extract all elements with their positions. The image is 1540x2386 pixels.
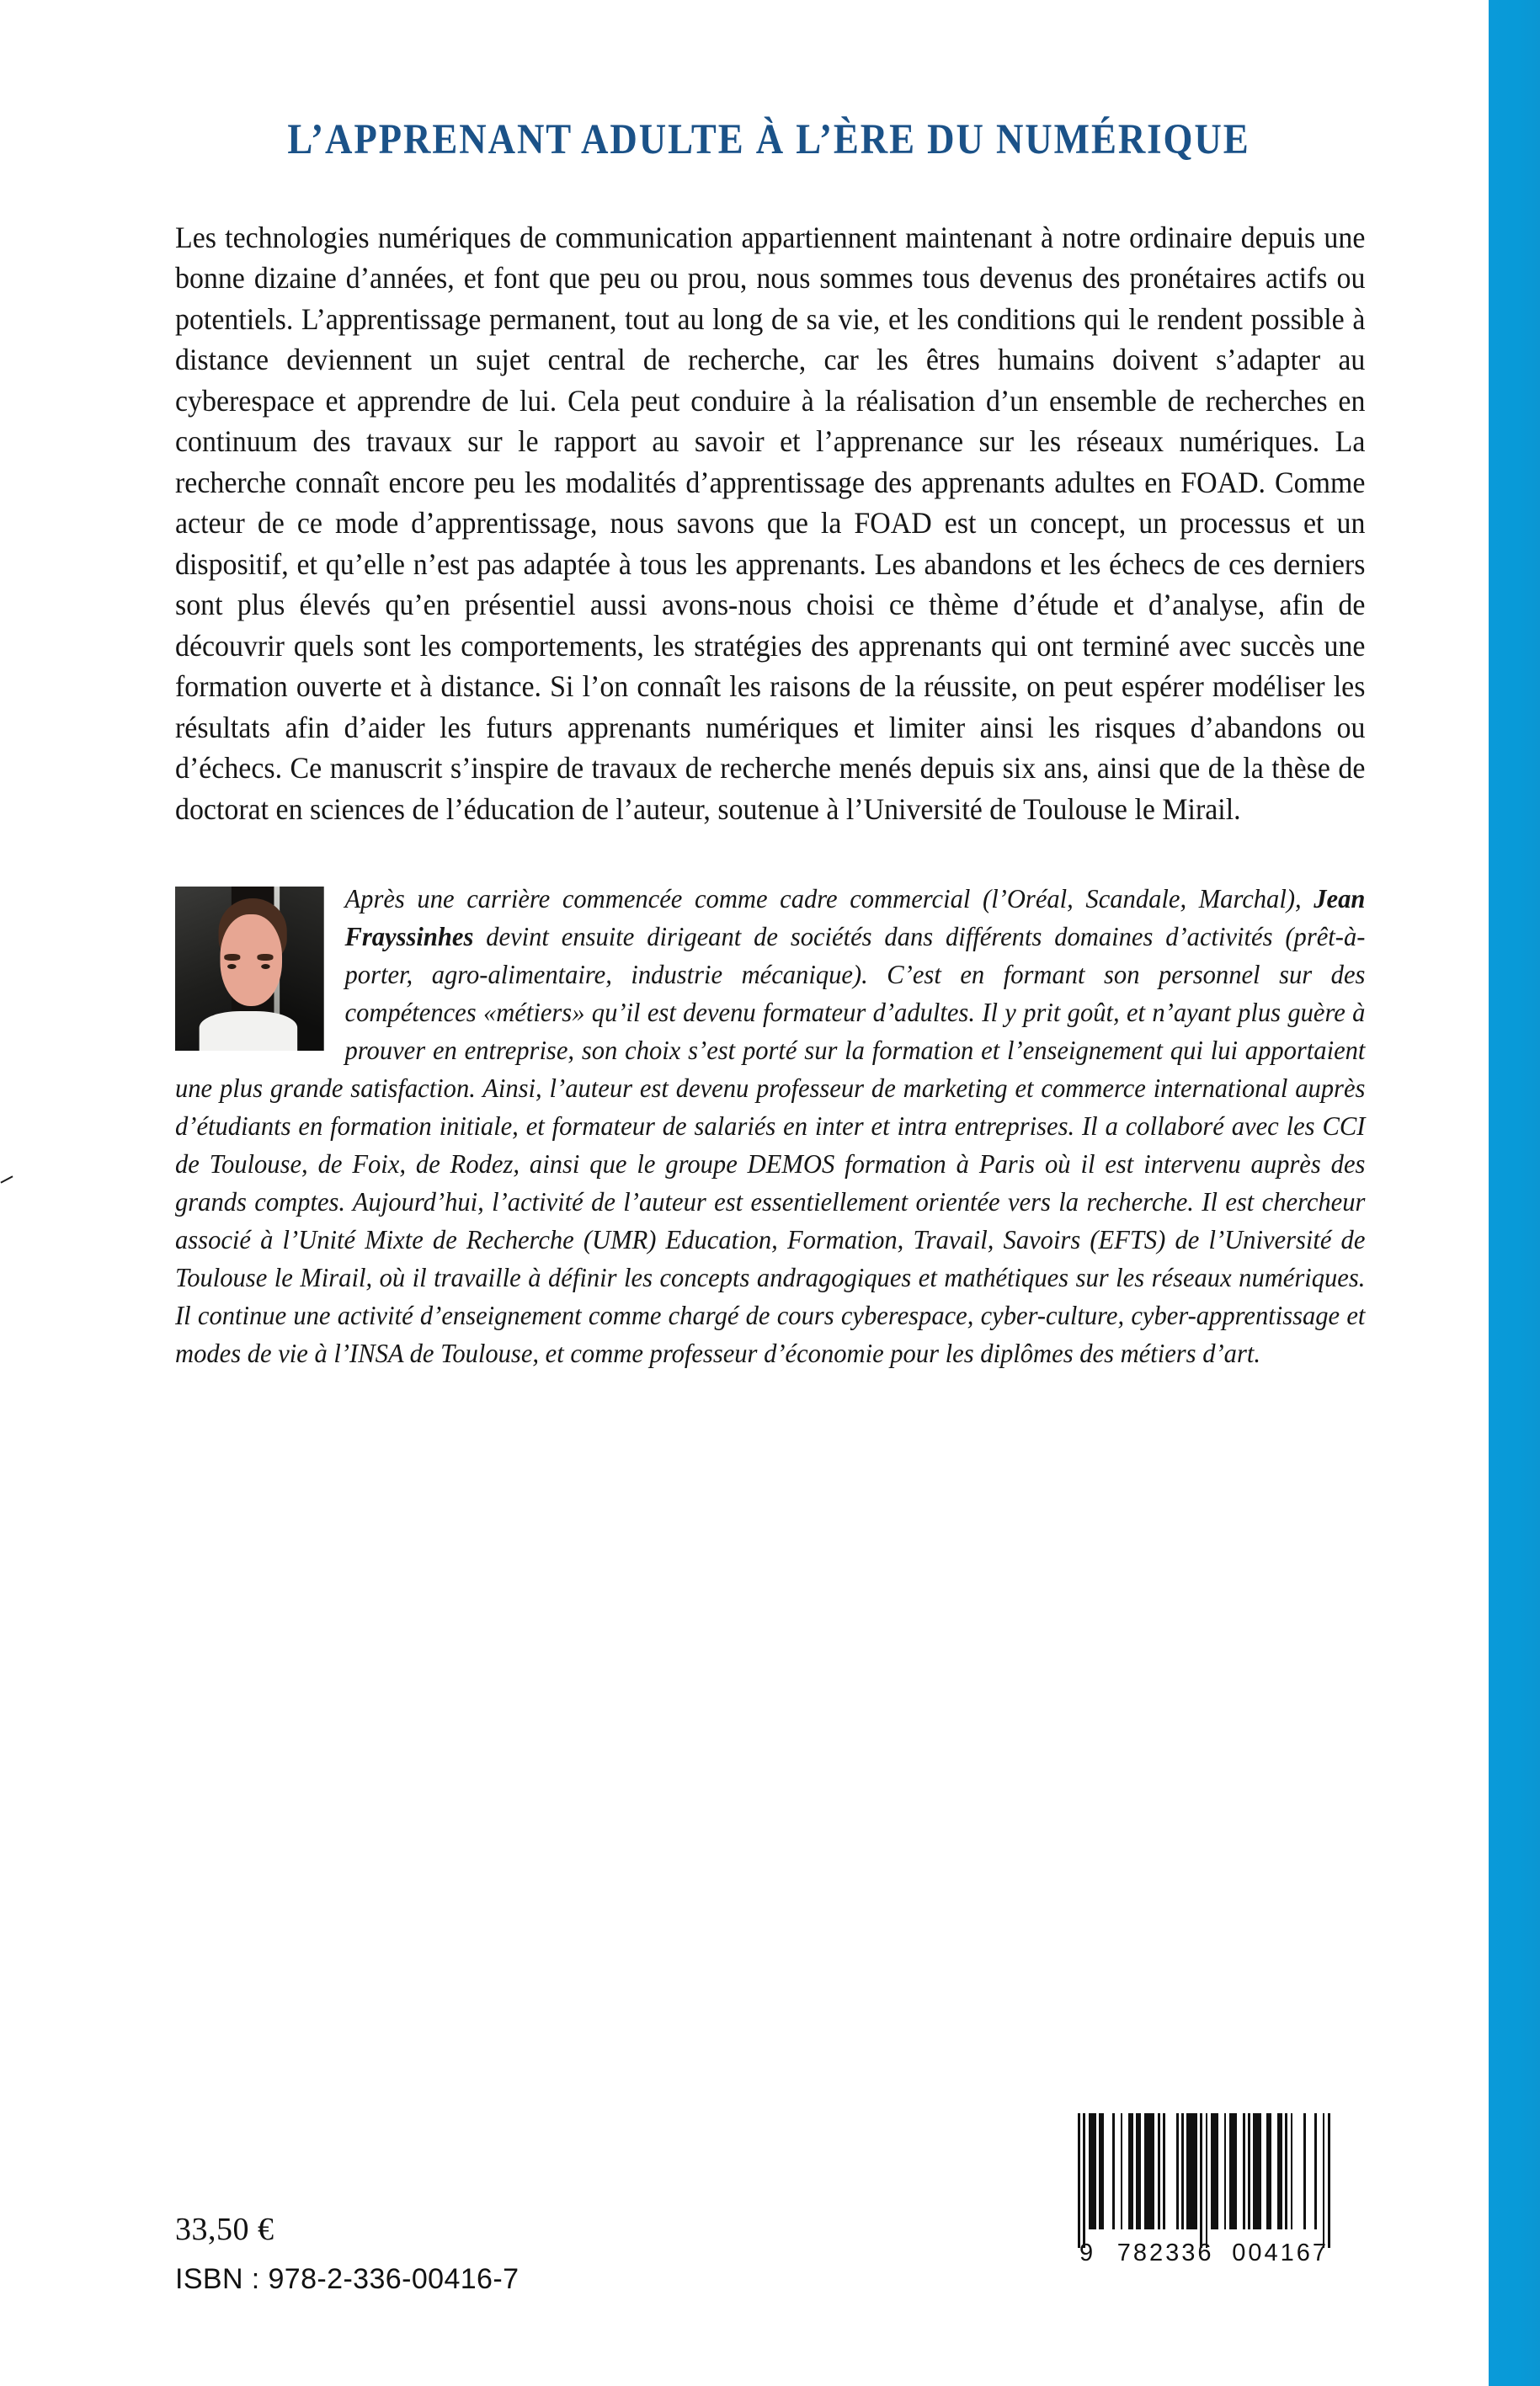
author-name: Jean Frayssinhes xyxy=(344,883,1366,952)
portrait-eyebrow-right xyxy=(257,954,273,961)
portrait-shirt xyxy=(199,1011,297,1051)
bio-text-part-2: devint ensuite dirigeant de sociétés dans différents domaines d’activités (prêt-à-porter, agro-alimentaire, industrie mécanique). C’est en formant son personnel sur des compétences «métiers» qu’il est devenu formateur d’adultes. Il y prit goût, et n’ayant plus guère à prouver en entreprise, son choix s’est porté sur la formation et l’enseignement qui lui apportaient une plus grande satisfaction. Ainsi, l’auteur est devenu professeur de marketing et commerce international auprès d’étudiants en formation initiale, et formateur de salariés en inter et intra entreprises. Il a collaboré avec les CCI de Toulouse, de Foix, de Rodez, ainsi que le groupe DEMOS formation à Paris où il est intervenu auprès des grands comptes. Aujourd’hui, l’activité de l’auteur est essentiellement orientée vers la recherche. Il est chercheur associé à l’Unité Mixte de Recherche (UMR) Education, Formation, Travail, Savoirs (EFTS) de l’Université de Toulouse le Mirail, où il travaille à définir les concepts andragogiques et mathétiques sur les réseaux numériques. Il continue une activité d’enseignement comme chargé de cours cyberespace, cyber-culture, cyber-apprentissage et modes de vie à l’INSA de Toulouse, et comme professeur d’économie pour les diplômes des métiers d’art. xyxy=(175,921,1366,1369)
barcode-left-group: 782336 xyxy=(1116,2240,1214,2266)
barcode-bars xyxy=(1078,2113,1330,2248)
price-label: 33,50 € xyxy=(175,2212,274,2247)
bio-text-part-1: Après une carrière commencée comme cadre commercial (l’Oréal, Scandale, Marchal), xyxy=(344,883,1314,914)
barcode-right-group: 004167 xyxy=(1232,2240,1329,2266)
portrait-eyebrow-left xyxy=(224,954,240,961)
ean-barcode xyxy=(1078,2113,1330,2287)
cover-inner-column xyxy=(175,0,1366,1372)
barcode-lead-digit: 9 xyxy=(1079,2240,1096,2266)
blurb-paragraph: Les technologies numériques de communication appartiennent maintenant à notre ordinaire depuis une bonne dizaine d’années, et font que peu ou prou, nous sommes tous devenus des pronétaires actifs ou potentiels. L’apprentissage permanent, tout au long de sa vie, et les conditions qui le rendent possible à distance deviennent un sujet central de recherche, car les êtres humains doivent s’adapter au cyberespace et apprendre de lui. Cela peut conduire à la réalisation d’un ensemble de recherches en continuum des travaux sur le rapport au savoir et l’apprenance sur les réseaux numériques. La recherche connaît encore peu les modalités d’apprentissage des apprenants adultes en FOAD. Comme acteur de ce mode d’apprentissage, nous savons que la FOAD est un concept, un processus et un dispositif, et qu’elle n’est pas adaptée à tous les apprenants. Les abandons et les échecs de ces derniers sont plus élevés qu’en présentiel aussi avons-nous choisi ce thème d’étude et d’analyse, afin de découvrir quels sont les comportements, les stratégies des apprenants qui ont terminé avec succès une formation ouverte et à distance. Si l’on connaît les raisons de la réussite, on peut espérer modéliser les résultats afin d’aider les futurs apprenants numériques et limiter ainsi les risques d’abandons ou d’échecs. Ce manuscrit s’inspire de travaux de recherche menés depuis six ans, ainsi que de la thèse de doctorat en sciences de l’éducation de l’auteur, soutenue à l’Université de Toulouse le Mirail. xyxy=(175,220,1366,826)
author-bio-block xyxy=(175,829,1365,1372)
cover-footer xyxy=(175,2066,1421,2386)
spine-edge-strip xyxy=(1489,0,1540,2386)
page-title: L’APPRENANT ADULTE À L’ÈRE DU NUMÉRIQUE xyxy=(287,116,1250,163)
isbn-label: ISBN : 978-2-336-00416-7 xyxy=(175,2263,520,2295)
barcode-digits xyxy=(1078,2240,1330,2267)
portrait-face xyxy=(220,914,282,1006)
author-bio-text xyxy=(175,880,1365,1372)
author-photo xyxy=(175,887,324,1051)
